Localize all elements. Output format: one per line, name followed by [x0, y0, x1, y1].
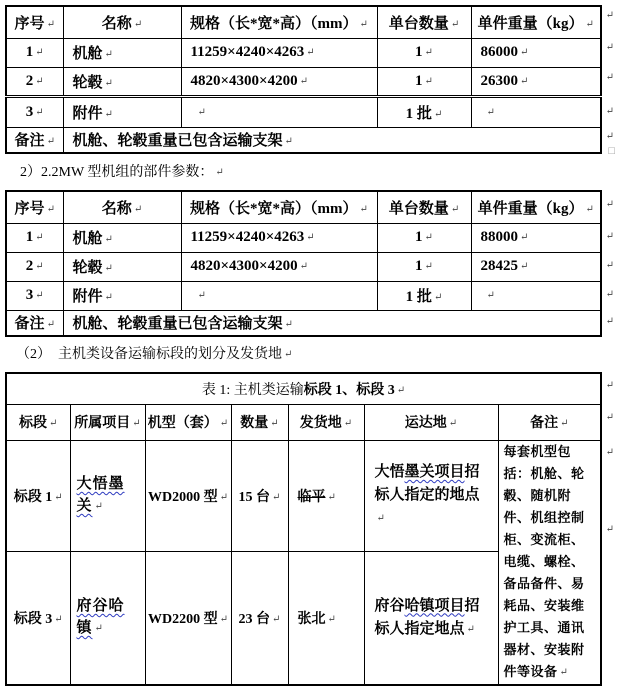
cell-value: 1 — [415, 44, 423, 60]
cell-value: WD2000 型 — [147, 489, 218, 505]
cell-end-mark-icon: ↵ — [104, 49, 113, 60]
row-end-mark-icon: ↵ — [605, 524, 614, 535]
row-end-mark-icon: ↵ — [605, 316, 614, 327]
table-header-row — [6, 404, 601, 440]
cell-qty — [377, 223, 471, 252]
cell-value: 轮毂 — [72, 74, 103, 91]
header-label: 单台数量 — [388, 15, 449, 32]
cell-end-mark-icon: ↵ — [133, 18, 143, 30]
header-project — [70, 404, 145, 440]
cell-qty — [231, 551, 288, 684]
cell-value: 4820×4300×4200 — [190, 72, 298, 89]
cell-end-mark-icon: ↵ — [54, 491, 63, 503]
cell-weight — [471, 67, 601, 96]
cell-value: 1 — [415, 258, 423, 274]
cell-end-mark-icon: ↵ — [219, 613, 228, 625]
cell-value: 2 — [25, 72, 34, 89]
cell-value: 标段 1 — [13, 489, 53, 505]
cell-value: 11259×4240×4263 — [190, 229, 305, 245]
cell-value: 1 — [415, 72, 423, 89]
cell-end-mark-icon: ↵ — [424, 47, 433, 58]
cell-value: 28425 — [480, 258, 518, 274]
note-label-cell — [6, 127, 63, 153]
header-label: 规格（长*宽*高）（mm） — [190, 15, 358, 32]
table-row — [6, 223, 601, 252]
table-row — [6, 38, 601, 67]
cell-project — [70, 440, 145, 551]
header-label: 单件重量（kg） — [477, 15, 584, 32]
cell-value: 11259×4240×4263 — [190, 44, 305, 60]
cell-value: 轮毂 — [72, 260, 103, 276]
table-header-row — [6, 6, 601, 38]
header-ship-from — [288, 404, 364, 440]
header-weight — [471, 6, 601, 38]
cell-lot — [6, 551, 70, 684]
cell-remark-merged — [498, 440, 601, 685]
row-end-mark-icon: ↵ — [605, 131, 614, 142]
remark-text: 每套机型包括：机舱、轮毂、随机附件、机组控制柜、变流柜、电缆、螺栓、备品备件、易耗品、安装维护工具、通讯器材、安装附件等设备 — [503, 443, 585, 679]
cell-value: 附件 — [72, 289, 103, 305]
cell-value: 1 批 — [405, 105, 432, 122]
header-model — [145, 404, 231, 440]
header-spec — [181, 6, 377, 38]
row-end-mark-icon: ↵ — [605, 72, 614, 83]
row-end-mark-icon: ↵ — [605, 231, 614, 242]
cell-value: 1 — [25, 229, 34, 245]
table-row — [6, 67, 601, 96]
cell-seq — [6, 252, 63, 281]
cell-destination — [364, 440, 498, 551]
cell-end-mark-icon: ↵ — [272, 613, 281, 625]
cell-ship-from — [288, 551, 364, 684]
cell-name — [63, 67, 181, 96]
cell-spec — [181, 96, 377, 127]
cell-end-mark-icon: ↵ — [520, 75, 529, 87]
cell-end-mark-icon: ↵ — [559, 666, 569, 678]
cell-end-mark-icon: ↵ — [299, 261, 308, 272]
cell-model — [145, 440, 231, 551]
note-text-cell — [63, 310, 601, 336]
table-row — [6, 281, 601, 310]
table-row — [6, 440, 601, 551]
row-end-mark-icon: ↵ — [605, 380, 614, 391]
cell-end-mark-icon: ↵ — [284, 319, 293, 331]
header-weight — [471, 191, 601, 223]
cell-end-mark-icon: ↵ — [299, 75, 308, 87]
cell-end-mark-icon: ↵ — [486, 106, 495, 118]
header-lot — [6, 404, 70, 440]
cell-spec — [181, 281, 377, 310]
cell-qty — [377, 281, 471, 310]
row-end-mark-icon: ↵ — [605, 106, 614, 117]
cell-end-mark-icon: ↵ — [35, 106, 44, 118]
header-label: 单件重量（kg） — [477, 200, 584, 217]
cell-end-mark-icon: ↵ — [359, 203, 368, 215]
cell-end-mark-icon: ↵ — [327, 491, 336, 503]
header-label: 标段 — [19, 416, 48, 431]
destination-text: 招标人指定地点 — [374, 597, 480, 637]
cell-value: 1 批 — [405, 289, 432, 305]
cell-end-mark-icon: ↵ — [284, 136, 293, 148]
cell-weight — [471, 252, 601, 281]
cell-seq — [6, 281, 63, 310]
cell-end-mark-icon: ↵ — [585, 203, 594, 215]
row-end-mark-icon: ↵ — [605, 447, 614, 458]
cell-value: 1 — [25, 44, 34, 60]
destination-text: 府谷 — [374, 597, 405, 614]
cell-end-mark-icon: ↵ — [94, 501, 104, 513]
row-end-mark-icon: ↵ — [605, 42, 614, 53]
cell-value: 附件 — [72, 105, 103, 122]
table-row — [6, 96, 601, 127]
cell-qty — [377, 67, 471, 96]
cell-value: 26300 — [480, 72, 518, 89]
cell-spec — [181, 67, 377, 96]
cell-end-mark-icon: ↵ — [424, 232, 433, 243]
cell-end-mark-icon: ↵ — [272, 491, 281, 503]
cell-end-mark-icon: ↵ — [94, 623, 104, 635]
cell-weight — [471, 38, 601, 67]
destination-misspelled: 哈镇项目 — [404, 597, 465, 614]
project-name-misspelled: 大悟墨关 — [76, 476, 125, 515]
cell-end-mark-icon: ↵ — [520, 261, 529, 272]
table-note-row — [6, 310, 601, 336]
cell-weight — [471, 281, 601, 310]
cell-end-mark-icon: ↵ — [49, 418, 58, 429]
cell-value: WD2200 型 — [147, 611, 218, 627]
cell-end-mark-icon: ↵ — [104, 77, 113, 89]
cell-end-mark-icon: ↵ — [306, 232, 315, 243]
cell-end-mark-icon: ↵ — [424, 75, 433, 87]
project-name-misspelled: 府谷哈镇 — [76, 598, 125, 637]
note-label: 备注 — [14, 316, 45, 333]
cell-end-mark-icon: ↵ — [46, 203, 55, 215]
header-name — [63, 6, 181, 38]
cell-spec — [181, 252, 377, 281]
cell-value: 机舱 — [72, 46, 103, 62]
cell-end-mark-icon: ↵ — [520, 47, 529, 58]
cell-value: 张北 — [297, 611, 326, 627]
cell-end-mark-icon: ↵ — [46, 18, 55, 30]
cell-end-mark-icon: ↵ — [433, 108, 443, 120]
cell-end-mark-icon: ↵ — [133, 203, 143, 215]
cell-lot — [6, 440, 70, 551]
header-label: 运达地 — [404, 416, 447, 431]
cell-end-mark-icon: ↵ — [433, 292, 443, 303]
header-label: 数量 — [240, 416, 269, 431]
cell-project — [70, 551, 145, 684]
table-row — [6, 252, 601, 281]
empty-paragraph-mark-icon: □ — [608, 145, 615, 157]
note-label-cell — [6, 310, 63, 336]
cell-end-mark-icon: ↵ — [560, 418, 569, 429]
cell-end-mark-icon: ↵ — [270, 418, 279, 429]
cell-end-mark-icon: ↵ — [396, 384, 406, 396]
cell-end-mark-icon: ↵ — [219, 418, 229, 429]
cell-end-mark-icon: ↵ — [104, 234, 113, 245]
table-title-prefix: 表 1: 主机类运输 — [201, 382, 304, 398]
header-name — [63, 191, 181, 223]
paragraph-mark-icon: ↵ — [215, 167, 224, 178]
header-remark — [498, 404, 601, 440]
cell-end-mark-icon: ↵ — [35, 47, 44, 58]
header-label: 机型（套） — [147, 416, 218, 431]
cell-ship-from — [288, 440, 364, 551]
header-label: 发货地 — [299, 416, 342, 431]
cell-qty — [377, 38, 471, 67]
cell-end-mark-icon: ↵ — [104, 292, 113, 303]
header-label: 备注 — [530, 416, 559, 431]
cell-end-mark-icon: ↵ — [448, 418, 458, 429]
cell-name — [63, 223, 181, 252]
cell-spec — [181, 38, 377, 67]
header-label: 名称 — [101, 15, 132, 32]
cell-value: 23 台 — [238, 611, 271, 627]
cell-end-mark-icon: ↵ — [343, 418, 353, 429]
cell-qty — [231, 440, 288, 551]
cell-name — [63, 96, 181, 127]
cell-end-mark-icon: ↵ — [197, 106, 206, 118]
cell-end-mark-icon: ↵ — [585, 18, 594, 30]
paragraph-text: 2）2.2MW 型机组的部件参数： — [20, 165, 214, 180]
note-text: 机舱、轮毂重量已包含运输支架 — [72, 133, 283, 150]
cell-end-mark-icon: ↵ — [132, 418, 141, 429]
cell-spec — [181, 223, 377, 252]
destination-misspelled: 墨关项目 — [404, 464, 465, 481]
cell-value: 86000 — [480, 44, 518, 60]
table-title-cell — [6, 373, 601, 404]
row-end-mark-icon: ↵ — [605, 199, 614, 210]
header-label: 名称 — [101, 200, 132, 217]
cell-end-mark-icon: ↵ — [104, 263, 113, 274]
parts-table-22mw — [5, 190, 602, 337]
cell-seq — [6, 38, 63, 67]
cell-value: 3 — [25, 103, 34, 120]
cell-value: 4820×4300×4200 — [190, 258, 298, 274]
cell-model — [145, 551, 231, 684]
row-end-mark-icon: ↵ — [605, 289, 614, 300]
cell-qty — [377, 96, 471, 127]
parts-table-22mw-wrap — [5, 190, 614, 337]
cell-end-mark-icon: ↵ — [35, 232, 44, 243]
cell-end-mark-icon: ↵ — [35, 290, 44, 301]
cell-end-mark-icon: ↵ — [46, 319, 55, 331]
cell-name — [63, 281, 181, 310]
header-label: 序号 — [14, 200, 45, 217]
header-seq — [6, 191, 63, 223]
cell-value: 88000 — [480, 229, 518, 245]
cell-end-mark-icon: ↵ — [327, 613, 336, 625]
cell-seq — [6, 223, 63, 252]
cell-end-mark-icon: ↵ — [486, 290, 495, 301]
note-text: 机舱、轮毂重量已包含运输支架 — [72, 316, 283, 333]
destination-text: 招标人指定的地点 — [374, 464, 480, 504]
cell-value: 机舱 — [72, 231, 103, 247]
parts-table-2mw — [5, 5, 602, 154]
cell-end-mark-icon: ↵ — [520, 232, 529, 243]
cell-value: 15 台 — [238, 489, 271, 505]
header-spec — [181, 191, 377, 223]
cell-seq — [6, 67, 63, 96]
cell-qty — [377, 252, 471, 281]
paragraph-text: （2） 主机类设备运输标段的划分及发货地 — [16, 347, 282, 362]
cell-end-mark-icon: ↵ — [197, 290, 206, 301]
header-qty — [377, 6, 471, 38]
destination-text: 大悟 — [374, 464, 405, 481]
cell-seq — [6, 96, 63, 127]
cell-name — [63, 252, 181, 281]
table-title-bold: 标段 1、标段 3 — [303, 382, 395, 398]
cell-weight — [471, 223, 601, 252]
cell-value: 3 — [25, 287, 34, 303]
cell-end-mark-icon: ↵ — [46, 136, 55, 148]
paragraph-mark-icon: ↵ — [284, 349, 293, 360]
header-label: 序号 — [14, 15, 45, 32]
cell-end-mark-icon: ↵ — [104, 108, 113, 120]
cell-end-mark-icon: ↵ — [450, 18, 460, 30]
transport-lots-table-wrap — [5, 372, 614, 686]
transport-lots-table — [5, 372, 602, 686]
cell-end-mark-icon: ↵ — [219, 491, 228, 503]
ship-from-strikethrough: 临平 — [297, 489, 326, 505]
table-note-row — [6, 127, 601, 153]
cell-name — [63, 38, 181, 67]
cell-value: 标段 3 — [13, 611, 53, 627]
cell-value: 2 — [25, 258, 34, 274]
paragraph-2mw-heading — [20, 164, 621, 182]
row-end-mark-icon: ↵ — [605, 10, 614, 21]
cell-end-mark-icon: ↵ — [54, 613, 63, 625]
cell-value: 1 — [415, 229, 423, 245]
cell-end-mark-icon: ↵ — [35, 261, 44, 272]
cell-end-mark-icon: ↵ — [376, 513, 385, 525]
paragraph-lots-heading — [16, 346, 621, 364]
parts-table-2mw-wrap — [5, 0, 615, 157]
row-end-mark-icon: ↵ — [605, 260, 614, 271]
cell-end-mark-icon: ↵ — [450, 203, 460, 215]
note-label: 备注 — [14, 133, 45, 150]
cell-end-mark-icon: ↵ — [359, 18, 368, 30]
header-seq — [6, 6, 63, 38]
header-qty — [377, 191, 471, 223]
header-label: 单台数量 — [388, 200, 449, 217]
table-header-row — [6, 191, 601, 223]
cell-weight — [471, 96, 601, 127]
header-destination — [364, 404, 498, 440]
note-text-cell — [63, 127, 601, 153]
row-end-mark-icon: ↵ — [605, 412, 614, 423]
cell-end-mark-icon: ↵ — [424, 261, 433, 272]
header-qty — [231, 404, 288, 440]
table-title-row — [6, 373, 601, 404]
header-label: 规格（长*宽*高）（mm） — [190, 200, 358, 217]
cell-end-mark-icon: ↵ — [35, 75, 44, 87]
cell-destination — [364, 551, 498, 684]
header-label: 所属项目 — [74, 416, 131, 431]
cell-end-mark-icon: ↵ — [466, 623, 475, 635]
cell-end-mark-icon: ↵ — [306, 47, 315, 58]
